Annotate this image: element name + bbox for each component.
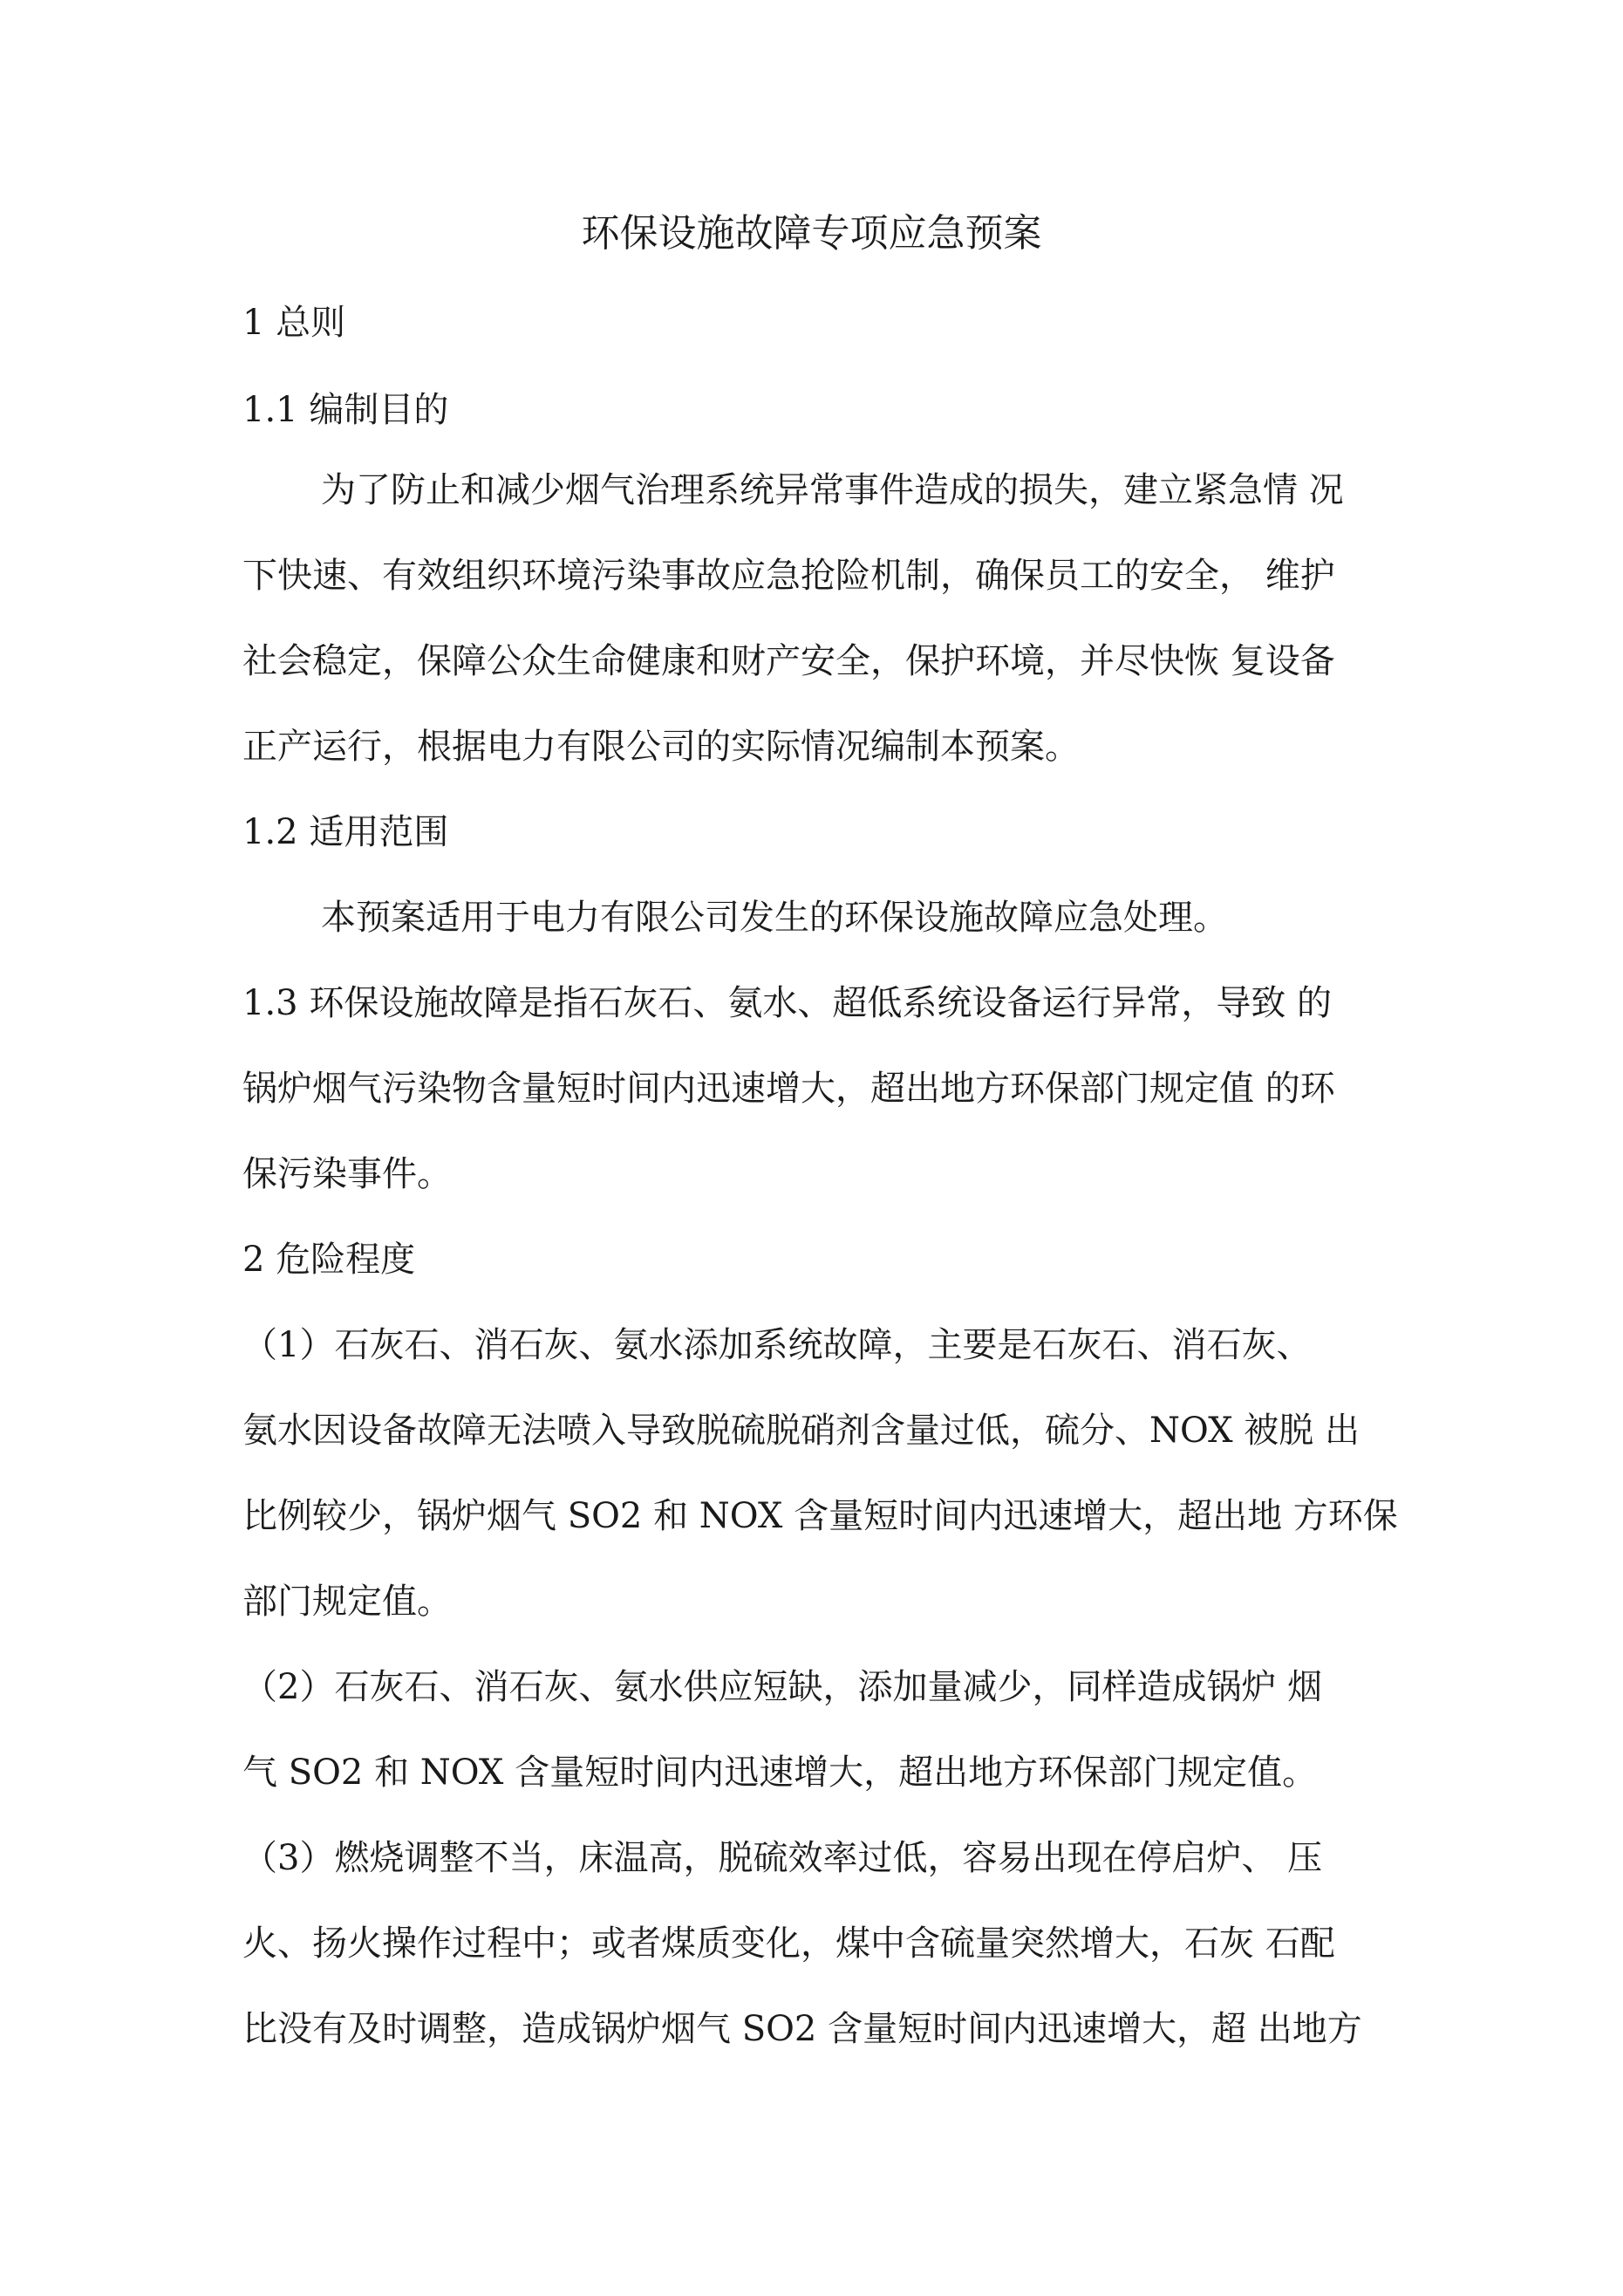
paragraph-line: 1.3 环保设施故障是指石灰石、氨水、超低系统设备运行异常，导致 的 (242, 983, 1333, 1023)
paragraph-line: 社会稳定，保障公众生命健康和财产安全，保护环境，并尽快恢 复设备 (242, 641, 1335, 681)
heading-hazard-level: 2 危险程度 (242, 1240, 416, 1280)
heading-purpose: 1.1 编制目的 (242, 390, 449, 430)
paragraph-line: 锅炉烟气污染物含量短时间内迅速增大，超出地方环保部门规定值 的环 (242, 1069, 1335, 1109)
paragraph-line: 比没有及时调整，造成锅炉烟气 SO2 含量短时间内迅速增大，超 出地方 (242, 2009, 1362, 2049)
paragraph-line: 气 SO2 和 NOX 含量短时间内迅速增大，超出地方环保部门规定值。 (242, 1753, 1318, 1793)
heading-general: 1 总则 (242, 303, 346, 343)
paragraph-line: 比例较少，锅炉烟气 SO2 和 NOX 含量短时间内迅速增大，超出地 方环保 (242, 1496, 1398, 1536)
paragraph-line: （3）燃烧调整不当，床温高，脱硫效率过低，容易出现在停启炉、 压 (242, 1838, 1323, 1878)
heading-scope: 1.2 适用范围 (242, 812, 449, 852)
document-title: 环保设施故障专项应急预案 (581, 211, 1042, 256)
paragraph-line: 下快速、有效组织环境污染事故应急抢险机制，确保员工的安全， 维护 (242, 556, 1335, 596)
paragraph-line: 氨水因设备故障无法喷入导致脱硫脱硝剂含量过低，硫分、NOX 被脱 出 (242, 1411, 1360, 1451)
paragraph-line: 本预案适用于电力有限公司发生的环保设施故障应急处理。 (321, 898, 1228, 938)
paragraph-line: （2）石灰石、消石灰、氨水供应短缺，添加量减少，同样造成锅炉 烟 (242, 1667, 1323, 1707)
paragraph-line: 保污染事件。 (242, 1154, 452, 1194)
paragraph-line: 正产运行，根据电力有限公司的实际情况编制本预案。 (242, 727, 1080, 767)
paragraph-line: （1）石灰石、消石灰、氨水添加系统故障，主要是石灰石、消石灰、 (242, 1325, 1312, 1365)
paragraph-line: 部门规定值。 (242, 1582, 452, 1622)
paragraph-line: 为了防止和减少烟气治理系统异常事件造成的损失，建立紧急情 况 (321, 470, 1344, 510)
paragraph-line: 火、扬火操作过程中；或者煤质变化，煤中含硫量突然增大，石灰 石配 (242, 1924, 1335, 1964)
